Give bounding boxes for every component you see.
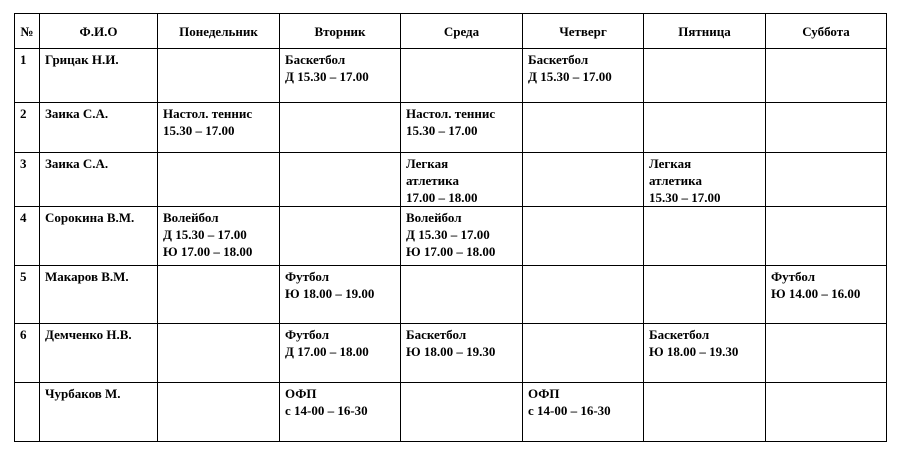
schedule-entry: Легкая атлетика 17.00 – 18.00 bbox=[406, 156, 478, 205]
cell-wednesday bbox=[401, 207, 523, 266]
row-number: 5 bbox=[15, 266, 40, 324]
cell-thursday bbox=[523, 266, 644, 324]
header-tuesday: Вторник bbox=[280, 14, 401, 49]
table-row bbox=[15, 153, 887, 207]
table-row bbox=[15, 49, 887, 103]
cell-monday bbox=[158, 49, 280, 103]
cell-monday bbox=[158, 153, 280, 207]
cell-wednesday bbox=[401, 324, 523, 383]
header-monday: Понедельник bbox=[158, 14, 280, 49]
schedule-entry: Баскетбол Д 15.30 – 17.00 bbox=[528, 52, 612, 84]
cell-wednesday bbox=[401, 103, 523, 153]
schedule-entry: Волейбол Д 15.30 – 17.00 Ю 17.00 – 18.00 bbox=[163, 210, 253, 259]
table-row bbox=[15, 207, 887, 266]
row-number: 2 bbox=[15, 103, 40, 153]
schedule-entry: Баскетбол Ю 18.00 – 19.30 bbox=[406, 327, 496, 359]
cell-wednesday bbox=[401, 383, 523, 442]
cell-friday bbox=[644, 324, 766, 383]
cell-friday bbox=[644, 207, 766, 266]
header-wednesday: Среда bbox=[401, 14, 523, 49]
cell-friday bbox=[644, 103, 766, 153]
trainer-name: Чурбаков М. bbox=[40, 383, 158, 442]
cell-saturday bbox=[766, 103, 887, 153]
cell-saturday bbox=[766, 266, 887, 324]
schedule-entry: Волейбол Д 15.30 – 17.00 Ю 17.00 – 18.00 bbox=[406, 210, 496, 259]
header-row bbox=[15, 14, 887, 49]
cell-thursday bbox=[523, 153, 644, 207]
cell-tuesday bbox=[280, 49, 401, 103]
cell-tuesday bbox=[280, 153, 401, 207]
schedule-entry: Настол. теннис 15.30 – 17.00 bbox=[406, 106, 496, 138]
cell-tuesday bbox=[280, 324, 401, 383]
cell-monday bbox=[158, 266, 280, 324]
cell-wednesday bbox=[401, 153, 523, 207]
row-number: 1 bbox=[15, 49, 40, 103]
schedule-entry: Настол. теннис 15.30 – 17.00 bbox=[163, 106, 253, 138]
header-saturday: Суббота bbox=[766, 14, 887, 49]
cell-wednesday bbox=[401, 266, 523, 324]
schedule-entry: Футбол Д 17.00 – 18.00 bbox=[285, 327, 369, 359]
table-row bbox=[15, 324, 887, 383]
header-thursday: Четверг bbox=[523, 14, 644, 49]
cell-tuesday bbox=[280, 207, 401, 266]
row-number bbox=[15, 383, 40, 442]
schedule-entry: Баскетбол Д 15.30 – 17.00 bbox=[285, 52, 369, 84]
table-row bbox=[15, 266, 887, 324]
row-number: 4 bbox=[15, 207, 40, 266]
cell-thursday bbox=[523, 103, 644, 153]
header-number: № bbox=[15, 14, 40, 49]
cell-monday bbox=[158, 103, 280, 153]
cell-friday bbox=[644, 266, 766, 324]
schedule-entry: Баскетбол Ю 18.00 – 19.30 bbox=[649, 327, 739, 359]
trainer-name: Грицак Н.И. bbox=[40, 49, 158, 103]
cell-thursday bbox=[523, 383, 644, 442]
cell-thursday bbox=[523, 49, 644, 103]
trainer-name: Демченко Н.В. bbox=[40, 324, 158, 383]
cell-thursday bbox=[523, 207, 644, 266]
schedule-entry: Футбол Ю 18.00 – 19.00 bbox=[285, 269, 375, 301]
cell-wednesday bbox=[401, 49, 523, 103]
cell-saturday bbox=[766, 49, 887, 103]
cell-saturday bbox=[766, 207, 887, 266]
cell-friday bbox=[644, 383, 766, 442]
cell-thursday bbox=[523, 324, 644, 383]
row-number: 6 bbox=[15, 324, 40, 383]
schedule-entry: ОФП с 14-00 – 16-30 bbox=[528, 386, 611, 418]
header-name: Ф.И.О bbox=[40, 14, 158, 49]
schedule-entry: Легкая атлетика 15.30 – 17.00 bbox=[649, 156, 721, 205]
table-row bbox=[15, 103, 887, 153]
cell-saturday bbox=[766, 324, 887, 383]
schedule-entry: ОФП с 14-00 – 16-30 bbox=[285, 386, 368, 418]
trainer-name: Сорокина В.М. bbox=[40, 207, 158, 266]
trainer-name: Заика С.А. bbox=[40, 103, 158, 153]
header-friday: Пятница bbox=[644, 14, 766, 49]
cell-tuesday bbox=[280, 266, 401, 324]
trainer-name: Макаров В.М. bbox=[40, 266, 158, 324]
table-row bbox=[15, 383, 887, 442]
schedule-table bbox=[14, 13, 887, 442]
cell-tuesday bbox=[280, 103, 401, 153]
cell-friday bbox=[644, 153, 766, 207]
cell-monday bbox=[158, 383, 280, 442]
schedule-entry: Футбол Ю 14.00 – 16.00 bbox=[771, 269, 861, 301]
cell-monday bbox=[158, 207, 280, 266]
cell-tuesday bbox=[280, 383, 401, 442]
trainer-name: Заика С.А. bbox=[40, 153, 158, 207]
cell-monday bbox=[158, 324, 280, 383]
cell-friday bbox=[644, 49, 766, 103]
row-number: 3 bbox=[15, 153, 40, 207]
cell-saturday bbox=[766, 383, 887, 442]
cell-saturday bbox=[766, 153, 887, 207]
